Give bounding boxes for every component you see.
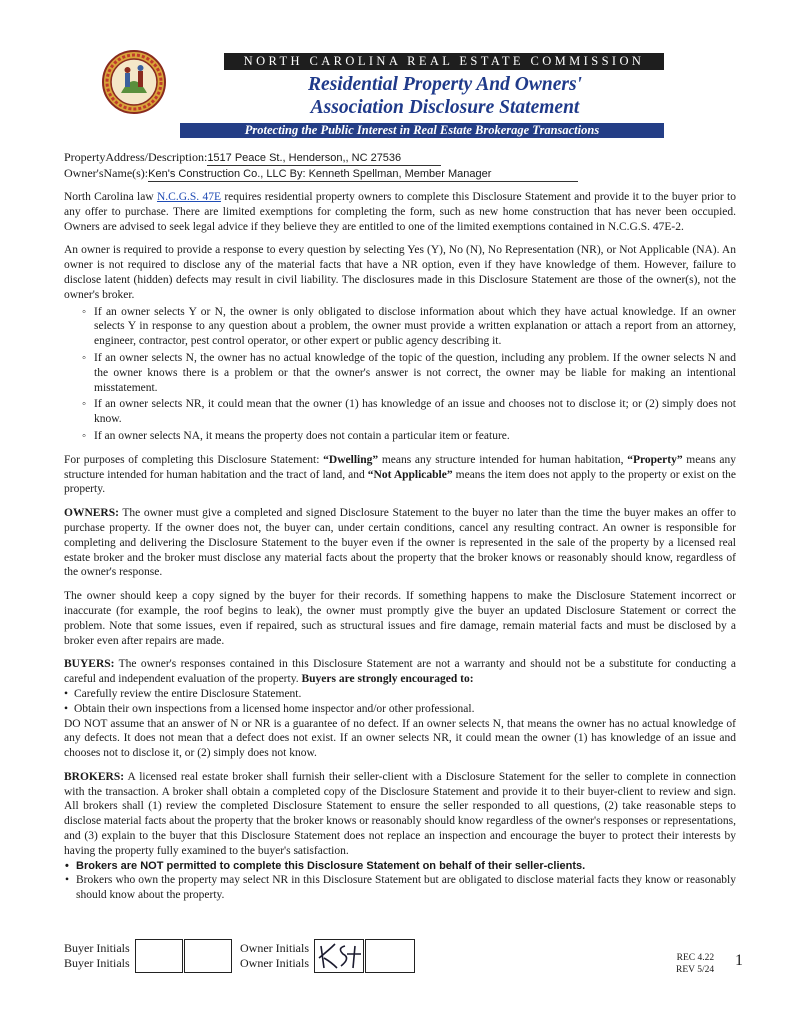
owner-initials-box-1[interactable] (314, 939, 364, 973)
owner-names-label: Owner'sName(s): (64, 166, 149, 180)
page-number: 1 (735, 952, 743, 969)
property-term: “Property” (627, 453, 683, 466)
buyers-text: The owner's responses contained in this Disclosure Statement are not a warranty and should not be a substitute for conducting a careful and independent evaluation of the property. (64, 658, 736, 686)
list-item: • Brokers are NOT permitted to complete this Disclosure Statement on behalf of their seller-clients. (64, 859, 736, 874)
list-item: ◦ If an owner selects Y or N, the owner is only obligated to disclose information about which they have actual knowledge. If an owner selects Y in response to any question about a problem, the owner must provide a written explanation or attach a report from an attorney, engineer, contractor, pest control operator, or other expert or public agency describing it. (94, 305, 736, 349)
owner-initials-labels (240, 941, 309, 971)
buyers-list (64, 687, 736, 717)
owner-initials-label: Owner Initials (240, 941, 309, 955)
form-title-line2: Association Disclosure Statement (310, 97, 580, 118)
list-item: • Carefully review the entire Disclosure Statement. (64, 687, 736, 702)
list-item: ◦ If an owner selects NR, it could mean that the owner (1) has knowledge of an issue and chooses not to disclose it; or (2) simply does not know. (94, 397, 736, 427)
buyers-warning: DO NOT assume that an answer of N or NR is a guarantee of no defect. If an owner selects N, that means the owner has no actual knowledge of any defects. It does not mean that a defect does not exist. If an owner selects NR, it could mean the owner (1) has knowledge of an issue and chooses not to disclose it, or (2) simply does not know. (64, 717, 736, 760)
response-paragraph: An owner is required to provide a response to every question by selecting Yes (Y), No (N), No Representation (NR), or Not Applicable (NA). An owner is not required to disclose any of the material facts that have a NR option, even if they have knowledge of them. However, failure to disclose latent (hidden) defects may result in civil liability. The disclosures made in this Disclosure Statement are those of the owner(s), not the owner's broker. (64, 244, 736, 301)
intro-post: requires residential property owners to complete this Disclosure Statement and provide it to the buyer prior to any offer to purchase. There are limited exemptions for completing the form, such as new home construction that has never been occupied. Owners are advised to seek legal advice if they believe they are entitled to one of the limited exemptions contained in N.C.G.S. 47E-2. (64, 191, 736, 233)
dwelling-term: “Dwelling” (323, 453, 379, 466)
response-list (64, 305, 736, 444)
list-item: • Brokers who own the property may select NR in this Disclosure Statement but are obligated to disclose material facts they know or reasonably should know about the property. (64, 873, 736, 903)
definitions-text: means the item does not apply to the property or exist on the property. (64, 468, 736, 496)
form-revision (676, 952, 714, 976)
property-address-label: PropertyAddress/Description: (64, 150, 208, 164)
definitions-text: For purposes of completing this Disclosure Statement: (64, 453, 324, 466)
tagline-banner: Protecting the Public Interest in Real Estate Brokerage Transactions (180, 123, 664, 138)
buyers-encouraged: Buyers are strongly encouraged to: (301, 673, 474, 686)
definitions-text: means any structure intended for human habitation and the tract of land, and (64, 453, 737, 481)
list-item: • Obtain their own inspections from a licensed home inspector and/or other professional. (64, 702, 736, 717)
property-address-value[interactable]: 1517 Peace St., Henderson,, NC 27536 (207, 152, 402, 164)
rev-date: REV 5/24 (676, 965, 715, 975)
intro-pre: North Carolina law (64, 191, 157, 203)
buyer-initials-labels (64, 941, 130, 971)
buyer-initials-box-1[interactable] (135, 939, 183, 973)
copy-paragraph: The owner should keep a copy signed by the buyer for their records. If something happens to make the Disclosure Statement incorrect or inaccurate (for example, the roof begins to leak), the owner must promptly give the buyer an updated Disclosure Statement or correct the problem. Note that some issues, even if repaired, such as structural issues and fire damage, remain material facts and must be disclosed by a broker even after repairs are made. (64, 590, 736, 647)
buyers-heading: BUYERS: (64, 658, 115, 671)
owner-initials-box-2[interactable] (365, 939, 415, 973)
commission-banner: NORTH CAROLINA REAL ESTATE COMMISSION (224, 53, 664, 70)
list-item: ◦ If an owner selects N, the owner has no actual knowledge of the topic of the question, including any problem. If the owner selects N and the owner knows there is a problem or that the owner's answer is not correct, the owner may be liable for making an intentional misstatement. (94, 351, 736, 395)
owners-paragraph (64, 506, 736, 580)
owner-names-value[interactable]: Ken's Construction Co., LLC By: Kenneth Spellman, Member Manager (148, 168, 492, 180)
rec-number: REC 4.22 (676, 953, 715, 963)
intro-paragraph (64, 190, 736, 234)
property-address-row (64, 150, 441, 166)
brokers-list (64, 859, 736, 903)
owner-names-row (64, 166, 578, 182)
buyer-initials-label: Buyer Initials (64, 956, 130, 970)
list-item: ◦ If an owner selects NA, it means the property does not contain a particular item or feature. (94, 429, 736, 444)
buyer-initials-label: Buyer Initials (64, 941, 130, 955)
buyers-paragraph (64, 657, 736, 687)
owner-initials-label: Owner Initials (240, 956, 309, 970)
not-applicable-term: “Not Applicable” (367, 468, 453, 481)
form-title-line1: Residential Property And Owners' (308, 74, 582, 95)
owners-text: The owner must give a completed and signed Disclosure Statement to the buyer no later than the time the buyer makes an offer to purchase property. If the owner does not, the buyer can, under certain conditions, cancel any resulting contract. An owner is responsible for completing and delivering the Disclosure Statement to the buyer even if the owner is represented in the sale of the property by a licensed real estate broker and the broker must disclose any material facts about the property that the broker knows or reasonably should know, regardless of the owner's response. (64, 507, 736, 579)
definitions-paragraph (64, 453, 736, 497)
nc-real-estate-commission-seal-icon (101, 49, 167, 115)
buyer-initials-box-2[interactable] (184, 939, 232, 973)
owner-initials-signature (315, 940, 363, 972)
brokers-paragraph (64, 770, 736, 859)
definitions-text: means any structure intended for human habitation, (378, 453, 628, 466)
form-title (230, 73, 660, 119)
statute-link[interactable]: N.C.G.S. 47E (156, 191, 222, 203)
owners-heading: OWNERS: (64, 507, 119, 520)
disclosure-body (64, 190, 736, 903)
brokers-text: A licensed real estate broker shall furnish their seller-client with a Disclosure Statement for the seller to complete in connection with the transaction. A broker shall obtain a completed copy of the Disclosure Statement and provide it to their buyer-client to review and sign. All brokers shall (1) review the completed Disclosure Statement to ensure the seller responded to all questions, (2) take reasonable steps to disclose material facts about the property that the broker knows or reasonably should know regardless of the owner's responses or representations, and (3) explain to the buyer that this Disclosure Statement does not replace an inspection and encourage the buyer to protect their interests by having the property fully examined to the buyer's satisfaction. (64, 770, 736, 857)
brokers-heading: BROKERS: (64, 770, 125, 783)
